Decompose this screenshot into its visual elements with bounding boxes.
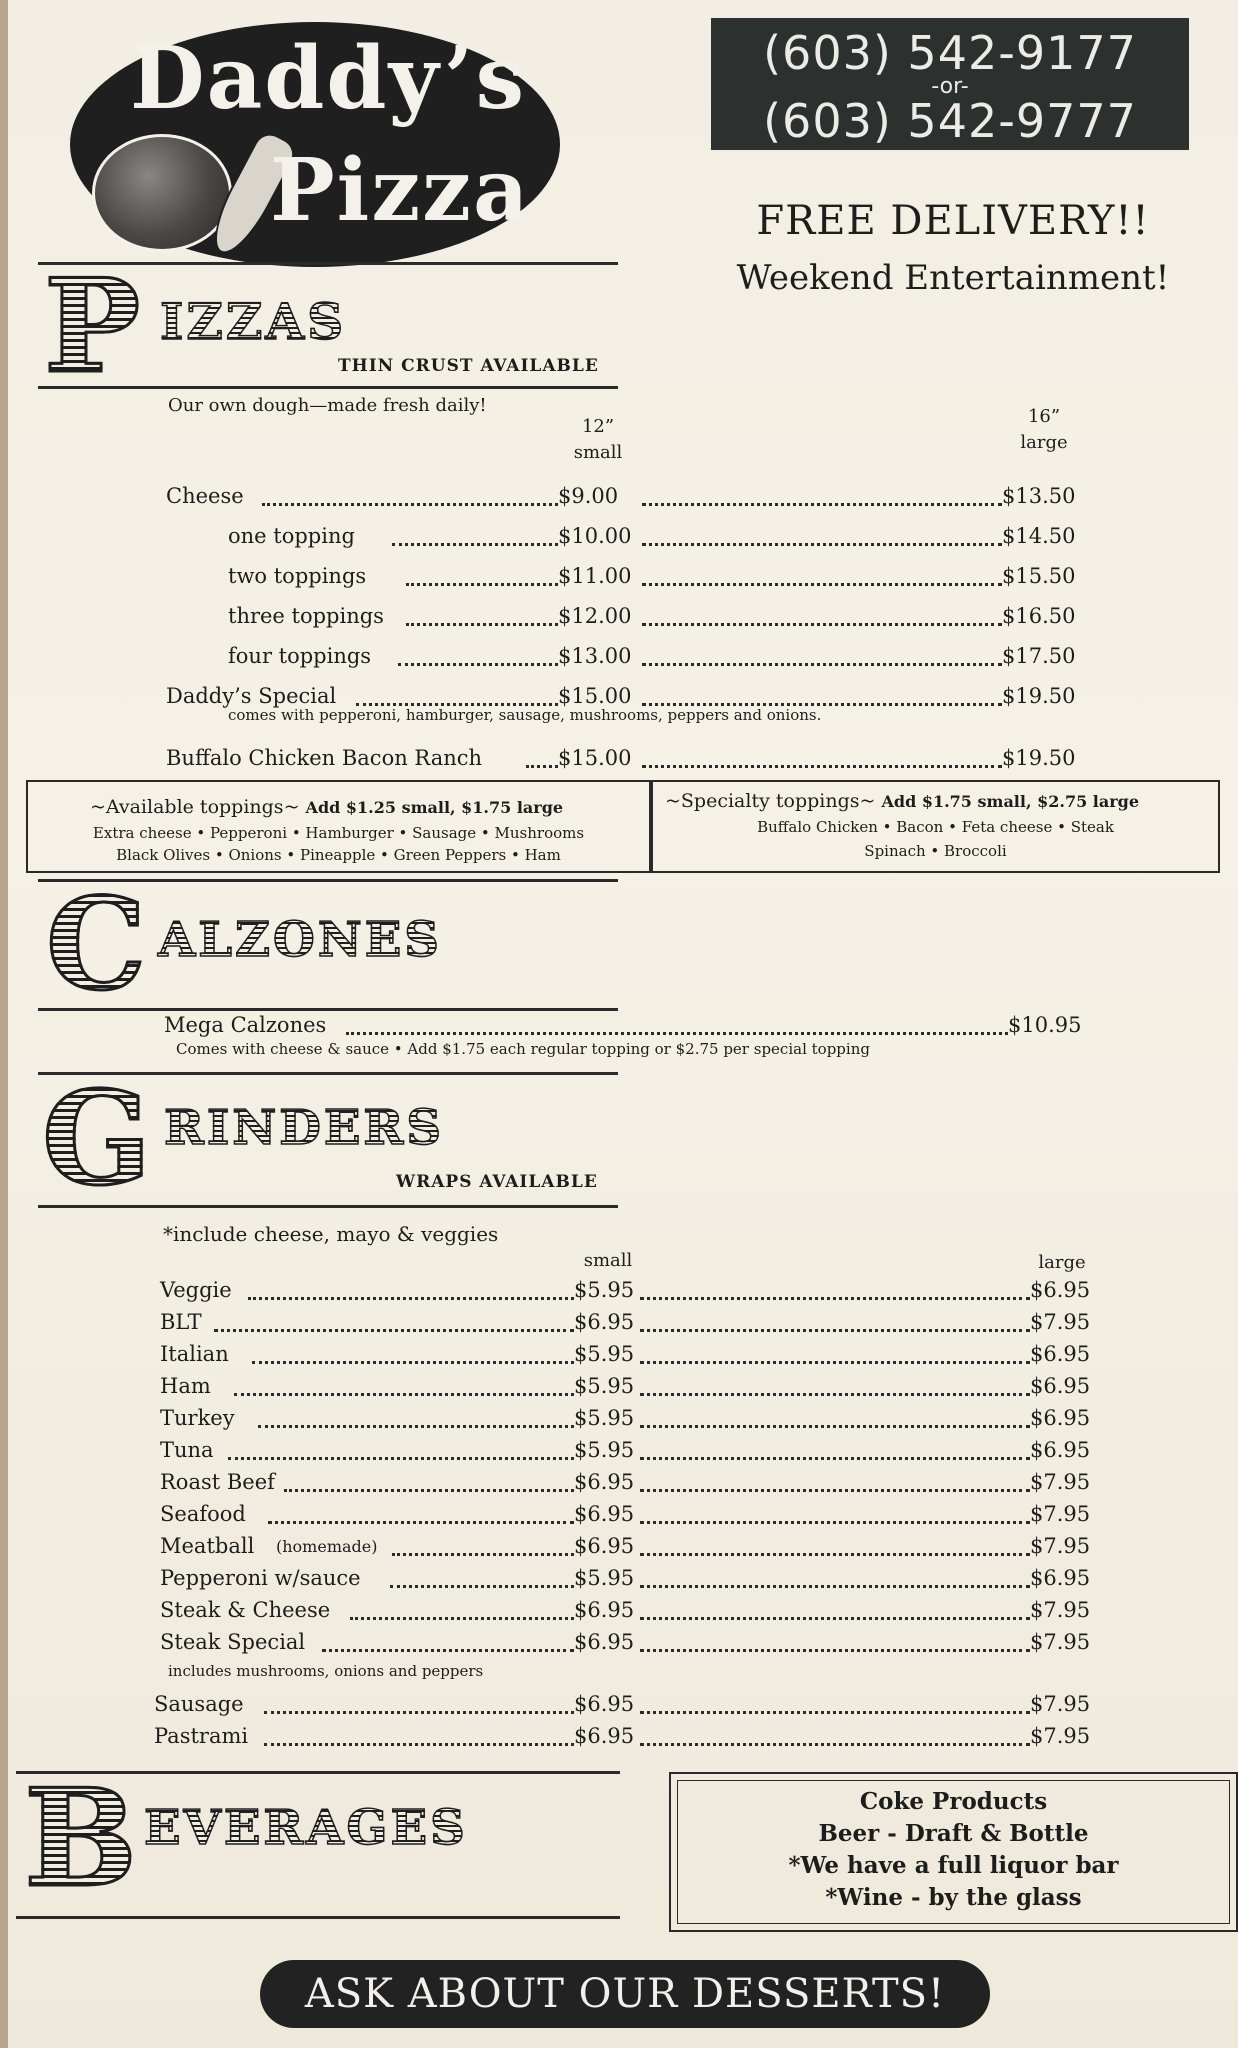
grinder-row (154, 1406, 1154, 1436)
weekend-entertainment: Weekend Entertainment! (736, 258, 1170, 298)
pizza-row (166, 746, 1166, 776)
price-small: $9.00 (558, 484, 619, 508)
pizza-row (166, 524, 1166, 554)
phone-or: -or- (931, 74, 969, 99)
price-large: $7.95 (1030, 1598, 1091, 1622)
price-small: $13.00 (558, 644, 632, 668)
grinder-row (154, 1374, 1154, 1404)
thin-crust-note: THIN CRUST AVAILABLE (338, 356, 599, 376)
logo-word-pizza: Pizza (270, 140, 531, 241)
leader-dots (640, 1585, 1030, 1588)
grinder-row (154, 1470, 1154, 1500)
phone-box (711, 18, 1189, 150)
pizza-row (166, 644, 1166, 674)
item-name: three toppings (228, 604, 384, 628)
item-name: Pastrami (154, 1724, 249, 1748)
item-name: Steak Special (160, 1630, 306, 1654)
price-large: $7.95 (1030, 1692, 1091, 1716)
wraps-available-note: WRAPS AVAILABLE (396, 1172, 598, 1192)
beverage-line-beer: Beer - Draft & Bottle (818, 1820, 1089, 1847)
leader-dots (398, 663, 558, 666)
price-small: $10.00 (558, 524, 632, 548)
logo-word-daddys: Daddy’s (130, 28, 527, 129)
calzone-note: Comes with cheese & sauce • Add $1.75 each regular topping or $2.75 per special topping (176, 1040, 870, 1058)
grinders-include-note: *include cheese, mayo & veggies (163, 1222, 499, 1246)
leader-dots (640, 1457, 1030, 1460)
leader-dots (640, 1393, 1030, 1396)
grinder-col-large: large (1038, 1252, 1086, 1273)
price-large: $19.50 (1002, 746, 1076, 770)
price-large: $6.95 (1030, 1406, 1091, 1430)
price-large: $7.95 (1030, 1470, 1091, 1494)
price-small: $12.00 (558, 604, 632, 628)
price-large: $7.95 (1030, 1630, 1091, 1654)
dough-tagline: Our own dough—made fresh daily! (168, 395, 487, 416)
price-large: $6.95 (1030, 1342, 1091, 1366)
grinder-row (154, 1724, 1154, 1754)
leader-dots (640, 1649, 1030, 1652)
specialty-toppings-line-1: Buffalo Chicken • Bacon • Feta cheese • Steak (757, 818, 1114, 836)
leader-dots (640, 1553, 1030, 1556)
price-large: $6.95 (1030, 1374, 1091, 1398)
leader-dots (640, 1743, 1030, 1746)
leader-dots (234, 1393, 574, 1396)
pizzas-heading: IZZAS (160, 292, 347, 351)
leader-dots (390, 1585, 574, 1588)
price-large: $16.50 (1002, 604, 1076, 628)
beverage-line-wine: *Wine - by the glass (825, 1884, 1082, 1911)
item-name: BLT (160, 1310, 202, 1334)
menu-sheet (8, 0, 1238, 2048)
price-small: $11.00 (558, 564, 632, 588)
calzones-bottom-rule (38, 1008, 618, 1011)
price-small: $15.00 (558, 746, 632, 770)
calzones-heading: ALZONES (158, 912, 442, 968)
phone-number-1: (603) 542-9177 (763, 26, 1137, 80)
price-small: $6.95 (574, 1534, 635, 1558)
leader-dots (640, 1711, 1030, 1714)
beverages-heading: EVERAGES (144, 1800, 468, 1856)
price-small: $6.95 (574, 1310, 635, 1334)
item-name: four toppings (228, 644, 372, 668)
leader-dots (248, 1297, 574, 1300)
item-name: Roast Beef (160, 1470, 275, 1494)
leader-dots (392, 543, 558, 546)
leader-dots (322, 1649, 574, 1652)
price-small: $6.95 (574, 1630, 635, 1654)
grinders-heading: RINDERS (164, 1100, 444, 1156)
leader-dots (350, 1617, 574, 1620)
specialty-toppings-box (651, 780, 1220, 873)
beverage-line-liquor: *We have a full liquor bar (788, 1852, 1119, 1879)
specialty-toppings-line-2: Spinach • Broccoli (864, 842, 1007, 860)
leader-dots (642, 623, 1002, 626)
leader-dots (406, 583, 558, 586)
price-small: $6.95 (574, 1598, 635, 1622)
leader-dots (642, 583, 1002, 586)
leader-dots (262, 503, 558, 506)
price-large: $6.95 (1030, 1278, 1091, 1302)
item-name: Cheese (166, 484, 244, 508)
leader-dots (252, 1361, 574, 1364)
price-large: $6.95 (1030, 1438, 1091, 1462)
available-toppings-title: ~Available toppings~ Add $1.25 small, $1.75 large (90, 796, 564, 818)
pizzas-initial: P (44, 252, 141, 402)
grinder-row (154, 1502, 1154, 1532)
price-large: $7.95 (1030, 1310, 1091, 1334)
leader-dots (640, 1489, 1030, 1492)
price-large: $17.50 (1002, 644, 1076, 668)
grinder-row (154, 1566, 1154, 1596)
grinder-col-small: small (583, 1250, 633, 1271)
price-small: $5.95 (574, 1278, 635, 1302)
desserts-banner: ASK ABOUT OUR DESSERTS! (260, 1960, 990, 2028)
available-toppings-line-2: Black Olives • Onions • Pineapple • Green Peppers • Ham (116, 846, 561, 864)
grinder-row (154, 1342, 1154, 1372)
item-name: Daddy’s Special (166, 684, 337, 708)
item-name: Sausage (154, 1692, 244, 1716)
item-name: Pepperoni w/sauce (160, 1566, 361, 1590)
leader-dots (258, 1425, 574, 1428)
price-small: $15.00 (558, 684, 632, 708)
item-name: Buffalo Chicken Bacon Ranch (166, 746, 483, 770)
calzone-name: Mega Calzones (164, 1013, 327, 1037)
available-toppings-box (26, 780, 651, 873)
grinder-row (154, 1278, 1154, 1308)
pizza-col-large: 16” large (1020, 406, 1068, 453)
beverage-line-coke: Coke Products (859, 1788, 1048, 1815)
grinder-row (154, 1438, 1154, 1468)
grinder-row (154, 1310, 1154, 1340)
price-small: $6.95 (574, 1470, 635, 1494)
leader-dots (264, 1711, 574, 1714)
pizza-col-small: 12” small (573, 416, 623, 463)
item-name: Turkey (160, 1406, 235, 1430)
phone-number-2: (603) 542-9777 (763, 94, 1137, 148)
item-name: Meatball (160, 1534, 255, 1558)
free-delivery-banner: FREE DELIVERY!! (756, 198, 1150, 244)
leader-dots (642, 663, 1002, 666)
leader-dots (264, 1743, 574, 1746)
price-large: $14.50 (1002, 524, 1076, 548)
leader-dots (640, 1297, 1030, 1300)
price-small: $5.95 (574, 1374, 635, 1398)
leader-dots (642, 503, 1002, 506)
leader-dots (642, 543, 1002, 546)
grinders-bottom-rule (38, 1205, 618, 1208)
grinder-row (154, 1692, 1154, 1722)
item-name: Italian (160, 1342, 229, 1366)
price-large: $15.50 (1002, 564, 1076, 588)
item-name: two toppings (228, 564, 367, 588)
grinder-row (154, 1534, 1154, 1564)
leader-dots (392, 1553, 574, 1556)
leader-dots (640, 1425, 1030, 1428)
pizza-row (166, 604, 1166, 634)
price-small: $5.95 (574, 1406, 635, 1430)
beverages-bottom-rule (16, 1916, 620, 1919)
price-small: $5.95 (574, 1566, 635, 1590)
beverages-box (669, 1772, 1238, 1932)
price-small: $6.95 (574, 1692, 635, 1716)
price-large: $7.95 (1030, 1534, 1091, 1558)
item-name: one topping (228, 524, 355, 548)
item-name-note: (homemade) (276, 1537, 378, 1556)
item-name: Veggie (160, 1278, 232, 1302)
pizza-row (166, 564, 1166, 594)
specialty-toppings-title: ~Specialty toppings~ Add $1.75 small, $2.75 large (665, 790, 1140, 812)
item-name: Steak & Cheese (160, 1598, 331, 1622)
item-name: Ham (160, 1374, 211, 1398)
leader-dots (640, 1329, 1030, 1332)
steak-special-note: includes mushrooms, onions and peppers (168, 1662, 484, 1680)
leader-dots (642, 765, 1002, 768)
pizzas-bottom-rule (38, 386, 618, 389)
daddys-special-note: comes with pepperoni, hamburger, sausage, mushrooms, peppers and onions. (228, 706, 822, 724)
price-large: $19.50 (1002, 684, 1076, 708)
leader-dots (526, 765, 558, 768)
price-large: $13.50 (1002, 484, 1076, 508)
leader-dots (214, 1329, 574, 1332)
leader-dots (640, 1361, 1030, 1364)
price-small: $5.95 (574, 1342, 635, 1366)
price-large: $7.95 (1030, 1502, 1091, 1526)
item-name: Tuna (160, 1438, 214, 1462)
daddys-pizza-logo (70, 22, 560, 267)
item-name: Seafood (160, 1502, 246, 1526)
calzone-leader-dots (346, 1032, 1008, 1035)
tomato-icon (92, 134, 232, 252)
calzone-price: $10.95 (1008, 1013, 1082, 1037)
available-toppings-line-1: Extra cheese • Pepperoni • Hamburger • Sausage • Mushrooms (92, 824, 585, 842)
price-large: $7.95 (1030, 1724, 1091, 1748)
calzones-initial: C (46, 870, 147, 1018)
price-small: $6.95 (574, 1502, 635, 1526)
pizza-row (166, 484, 1166, 514)
grinders-initial: G (42, 1064, 152, 1214)
leader-dots (640, 1521, 1030, 1524)
price-large: $6.95 (1030, 1566, 1091, 1590)
leader-dots (284, 1489, 574, 1492)
leader-dots (268, 1521, 574, 1524)
beverages-initial: B (24, 1759, 138, 1917)
leader-dots (406, 623, 558, 626)
price-small: $6.95 (574, 1724, 635, 1748)
leader-dots (228, 1457, 574, 1460)
grinder-row (154, 1598, 1154, 1628)
grinder-row (154, 1630, 1154, 1660)
calzone-row (164, 1013, 1094, 1043)
price-small: $5.95 (574, 1438, 635, 1462)
leader-dots (640, 1617, 1030, 1620)
